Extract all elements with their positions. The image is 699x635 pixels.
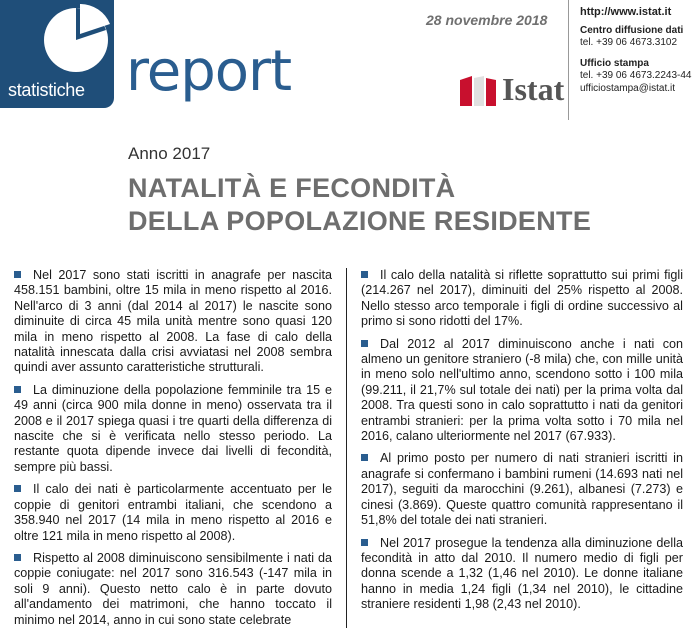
title-line-2: DELLA POPOLAZIONE RESIDENTE	[128, 206, 592, 236]
pie-chart-icon	[40, 4, 112, 76]
column-divider	[346, 268, 347, 628]
bullet-icon	[14, 271, 21, 278]
bullet-icon	[361, 271, 368, 278]
paragraph	[14, 383, 332, 475]
bullet-icon	[361, 539, 368, 546]
paragraph	[361, 451, 683, 528]
contact2-email[interactable]: ufficiostampa@istat.it	[580, 82, 676, 94]
paragraph-text: Al primo posto per numero di nati stranieri iscritti in anagrafe si confermano i bambini rumeni (14.693 nati nel 2017), seguiti da marocchini (9.261), albanesi (7.273) e cinesi (3.869). Queste quattro comunità rappresentano il 51,8% del totale dei nati stranieri.	[361, 451, 683, 528]
contacts-block	[580, 6, 691, 95]
report-title	[128, 172, 591, 238]
paragraph	[14, 551, 332, 628]
contact1-title: Centro diffusione dati	[580, 24, 684, 36]
istat-flag-icon	[458, 74, 498, 108]
paragraph-text: La diminuzione della popolazione femminile tra 15 e 49 anni (circa 900 mila donne in meno) osservata tra il 2008 e il 2017 spiega quasi i tre quarti della differenza di nascite che si è verificata nello stesso periodo. La restante quota dipende invece dai livelli di fecondità, sempre più bassi.	[14, 382, 332, 474]
contact2-phone: tel. +39 06 4673.2243-44	[580, 70, 692, 81]
right-column	[361, 268, 683, 620]
bullet-icon	[14, 386, 21, 393]
bullet-icon	[361, 340, 368, 347]
left-column	[14, 268, 332, 635]
paragraph-text: Nel 2017 sono stati iscritti in anagrafe per nascita 458.151 bambini, oltre 15 mila in meno rispetto al 2016. Nell'arco di 3 anni (dal 2014 al 2017) le nascite sono diminuite di circa 45 mila unità mentre sono quasi 120 mila in meno rispetto al 2008. La fase di calo della natalità innescata dalla crisi avviatasi nel 2008 sembra quindi aver assunto caratteristiche strutturali.	[14, 268, 332, 375]
paragraph	[361, 536, 683, 613]
logo-label: statistiche	[8, 80, 85, 100]
statistiche-logo	[0, 0, 114, 108]
paragraph-text: Il calo della natalità si riflette soprattutto sui primi figli (214.267 nel 2017), diminuiti del 25% rispetto al 2008. Nello stesso arco temporale i figli di ordine successivo al primo si sono ridotti del 17%.	[361, 268, 683, 329]
bullet-icon	[14, 485, 21, 492]
report-wordmark: report	[126, 39, 292, 104]
paragraph-text: Il calo dei nati è particolarmente accentuato per le coppie di genitori entrambi italiani, che scendono a 358.940 nel 2017 (14 mila in meno rispetto al 2016 e oltre 121 mila in meno rispetto al 2008).	[14, 482, 332, 543]
title-line-1: NATALITÀ E FECONDITÀ	[128, 173, 456, 203]
report-year: Anno 2017	[128, 144, 211, 163]
paragraph-text: Nel 2017 prosegue la tendenza alla diminuzione della fecondità in atto dal 2010. Il numero medio di figli per donna scende a 1,32 (1,46 nel 2010). Le donne italiane hanno in media 1,24 figli (1,34 nel 2010), le cittadine straniere residenti 1,98 (2,43 nel 2010).	[361, 535, 683, 612]
paragraph-text: Dal 2012 al 2017 diminuiscono anche i nati con almeno un genitore straniero (-8 mila) che, con mille unità in meno solo nell'ultimo anno, scendono sotto i 100 mila (99.211, il 21,7% sul totale dei nati) per la prima volta dal 2008. Tra questi sono in calo soprattutto i nati da genitori entrambi stranieri: per la prima volta sotto i 70 mila nel 2016, calano ulteriormente nel 2017 (67.933).	[361, 336, 683, 444]
bullet-icon	[361, 454, 368, 461]
paragraph	[361, 268, 683, 330]
header-divider	[568, 0, 569, 120]
contact2-title: Ufficio stampa	[580, 57, 649, 69]
bullet-icon	[14, 554, 21, 561]
paragraph-text: Rispetto al 2008 diminuiscono sensibilmente i nati da coppie coniugate: nel 2017 sono 316.543 (-147 mila in soli 9 anni). Questo netto calo è in parte dovuto all'andamento dei matrimoni, che hanno toccato il minimo nel 2014, anno in cui sono state celebrate	[14, 550, 332, 627]
istat-wordmark: Istat	[502, 71, 565, 107]
publication-date: 28 novembre 2018	[426, 12, 548, 28]
paragraph	[14, 482, 332, 544]
paragraph	[14, 268, 332, 376]
contact1-phone: tel. +39 06 4673.3102	[580, 37, 678, 48]
website-link[interactable]: http://www.istat.it	[580, 6, 672, 18]
paragraph	[361, 337, 683, 445]
